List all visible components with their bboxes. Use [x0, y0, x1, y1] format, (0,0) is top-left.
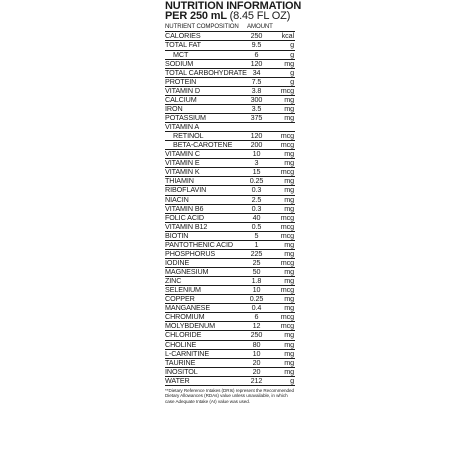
nutrient-amount: 300	[250, 94, 263, 104]
nutrient-row	[165, 96, 295, 105]
nutrient-table	[165, 32, 295, 385]
table-header	[165, 23, 295, 32]
nutrient-name: CHROMIUM	[165, 312, 205, 322]
nutrient-amount: 7.5	[251, 76, 262, 86]
nutrient-unit: mg	[284, 267, 294, 277]
nutrient-amount: 10	[252, 149, 261, 159]
nutrient-unit: mcg	[280, 285, 294, 295]
nutrient-unit: mg	[284, 276, 294, 286]
nutrient-row	[165, 377, 295, 386]
nutrient-name: PHOSPHORUS	[165, 248, 216, 258]
nutrient-unit: mg	[284, 149, 294, 159]
nutrient-name: MOLYBDENUM	[165, 321, 215, 331]
nutrient-unit: mcg	[280, 312, 294, 322]
nutrient-amount: 40	[252, 212, 261, 222]
nutrient-unit: mcg	[280, 140, 294, 150]
nutrient-name: VITAMIN C	[165, 149, 200, 159]
nutrient-unit: mcg	[280, 131, 294, 141]
panel-title: NUTRITION INFORMATION	[165, 0, 302, 12]
nutrient-name: VITAMIN K	[165, 167, 200, 177]
nutrient-amount: 200	[250, 140, 263, 150]
nutrient-amount: 120	[250, 131, 263, 141]
nutrient-name: SODIUM	[165, 58, 194, 68]
nutrient-name: FOLIC ACID	[165, 212, 204, 222]
nutrient-unit: mg	[284, 248, 294, 258]
nutrient-name: WATER	[165, 375, 190, 385]
nutrient-name: INOSITOL	[165, 366, 198, 376]
nutrient-name: MCT	[173, 49, 189, 59]
nutrient-amount: 12	[252, 321, 261, 331]
nutrient-name: CALORIES	[165, 31, 201, 41]
nutrient-amount: 50	[252, 267, 261, 277]
nutrient-unit: mcg	[280, 221, 294, 231]
nutrient-unit: mcg	[280, 321, 294, 331]
nutrient-unit: mg	[284, 339, 294, 349]
nutrient-amount: 2.5	[251, 194, 262, 204]
nutrient-amount: 10	[252, 285, 261, 295]
serving-size-title	[165, 12, 292, 21]
header-nutrient-composition: NUTRIENT COMPOSITION	[165, 23, 239, 30]
nutrient-amount: 20	[252, 357, 261, 367]
nutrient-amount: 0.5	[251, 221, 262, 231]
nutrient-name: IRON	[165, 103, 183, 113]
nutrient-amount: 34	[252, 67, 261, 77]
nutrient-name: MANGANESE	[165, 303, 211, 313]
nutrient-amount: 0.4	[251, 303, 262, 313]
nutrient-name: CALCIUM	[165, 94, 197, 104]
nutrient-name: COPPER	[165, 294, 195, 304]
nutrient-unit: mg	[284, 330, 294, 340]
nutrient-name: THIAMIN	[165, 176, 194, 186]
nutrient-unit: mg	[284, 58, 294, 68]
nutrient-name: VITAMIN E	[165, 158, 200, 168]
nutrient-unit: mg	[284, 239, 294, 249]
header-amount: AMOUNT	[247, 23, 273, 30]
nutrient-name: MAGNESIUM	[165, 267, 209, 277]
nutrient-name: RETINOL	[173, 131, 204, 141]
nutrient-name: RIBOFLAVIN	[165, 185, 207, 195]
nutrient-name: TOTAL CARBOHYDRATE	[165, 67, 247, 77]
nutrient-amount: 6	[254, 49, 259, 59]
nutrient-amount: 3	[254, 158, 259, 168]
nutrient-name: BIOTIN	[165, 230, 189, 240]
nutrient-unit: mg	[284, 348, 294, 358]
nutrient-unit: g	[290, 40, 294, 50]
nutrient-row	[165, 268, 295, 277]
nutrient-unit: mg	[284, 203, 294, 213]
nutrient-unit: g	[290, 375, 294, 385]
nutrient-unit: mg	[284, 158, 294, 168]
nutrient-unit: mg	[284, 303, 294, 313]
nutrient-name: VITAMIN B6	[165, 203, 204, 213]
nutrient-name: BETA-CAROTENE	[173, 140, 233, 150]
nutrient-amount: 375	[250, 112, 263, 122]
nutrient-amount: 3.8	[251, 85, 262, 95]
footnote: **Dietary Reference Intakes (DRIs) represent the Recommended Dietary Allowances (RDAs) value unless unavailable, in which case Adequate Intake (AI) value was used.	[165, 387, 295, 405]
nutrient-unit: mcg	[280, 167, 294, 177]
nutrient-name: TOTAL FAT	[165, 40, 201, 50]
nutrient-amount: 120	[250, 58, 263, 68]
nutrient-name: POTASSIUM	[165, 112, 206, 122]
nutrient-unit: g	[290, 67, 294, 77]
nutrient-name: VITAMIN D	[165, 85, 200, 95]
nutrient-name: ZINC	[165, 276, 182, 286]
serving-size-imperial: (8.45 FL OZ)	[229, 10, 291, 22]
nutrient-name: PROTEIN	[165, 76, 197, 86]
nutrient-unit: mcg	[280, 212, 294, 222]
nutrient-name: NIACIN	[165, 194, 189, 204]
nutrient-unit: mcg	[280, 257, 294, 267]
nutrient-name: CHLORIDE	[165, 330, 202, 340]
nutrient-amount: 250	[250, 330, 263, 340]
nutrient-unit: mg	[284, 194, 294, 204]
nutrient-amount: 250	[250, 31, 263, 41]
nutrient-unit: mg	[284, 185, 294, 195]
nutrient-unit: g	[290, 76, 294, 86]
nutrient-amount: 0.25	[249, 294, 264, 304]
nutrient-unit: mg	[284, 176, 294, 186]
nutrient-amount: 15	[252, 167, 261, 177]
nutrient-amount: 212	[250, 375, 263, 385]
nutrient-name: VITAMIN A	[165, 122, 200, 132]
nutrient-amount: 225	[250, 248, 263, 258]
nutrient-name: IODINE	[165, 257, 190, 267]
nutrient-amount: 25	[252, 257, 261, 267]
nutrient-name: L-CARNITINE	[165, 348, 210, 358]
nutrient-amount: 0.3	[251, 185, 262, 195]
nutrient-amount: 10	[252, 348, 261, 358]
serving-size-metric: PER 250 mL	[165, 10, 227, 22]
nutrient-unit: mcg	[280, 85, 294, 95]
nutrient-amount: 5	[254, 230, 259, 240]
nutrient-amount: 9.5	[251, 40, 262, 50]
nutrient-amount: 0.25	[249, 176, 264, 186]
nutrient-name: VITAMIN B12	[165, 221, 208, 231]
nutrient-amount: 6	[254, 312, 259, 322]
nutrient-amount: 20	[252, 366, 261, 376]
nutrient-name: CHOLINE	[165, 339, 197, 349]
nutrient-unit: mg	[284, 366, 294, 376]
nutrient-amount: 3.5	[251, 103, 262, 113]
nutrient-unit: mg	[284, 294, 294, 304]
nutrient-unit: mcg	[280, 230, 294, 240]
nutrient-unit: mg	[284, 94, 294, 104]
nutrient-amount: 1	[254, 239, 259, 249]
nutrient-unit: mg	[284, 103, 294, 113]
nutrient-name: TAURINE	[165, 357, 196, 367]
nutrient-amount: 80	[252, 339, 261, 349]
nutrient-unit: mg	[284, 357, 294, 367]
nutrient-name: SELENIUM	[165, 285, 201, 295]
nutrient-amount: 1.8	[251, 276, 262, 286]
nutrition-panel	[165, 0, 302, 405]
nutrient-name: PANTOTHENIC ACID	[165, 239, 234, 249]
nutrient-unit: mg	[284, 112, 294, 122]
nutrient-unit: g	[290, 49, 294, 59]
nutrient-unit: kcal	[281, 31, 294, 41]
nutrient-amount: 0.3	[251, 203, 262, 213]
